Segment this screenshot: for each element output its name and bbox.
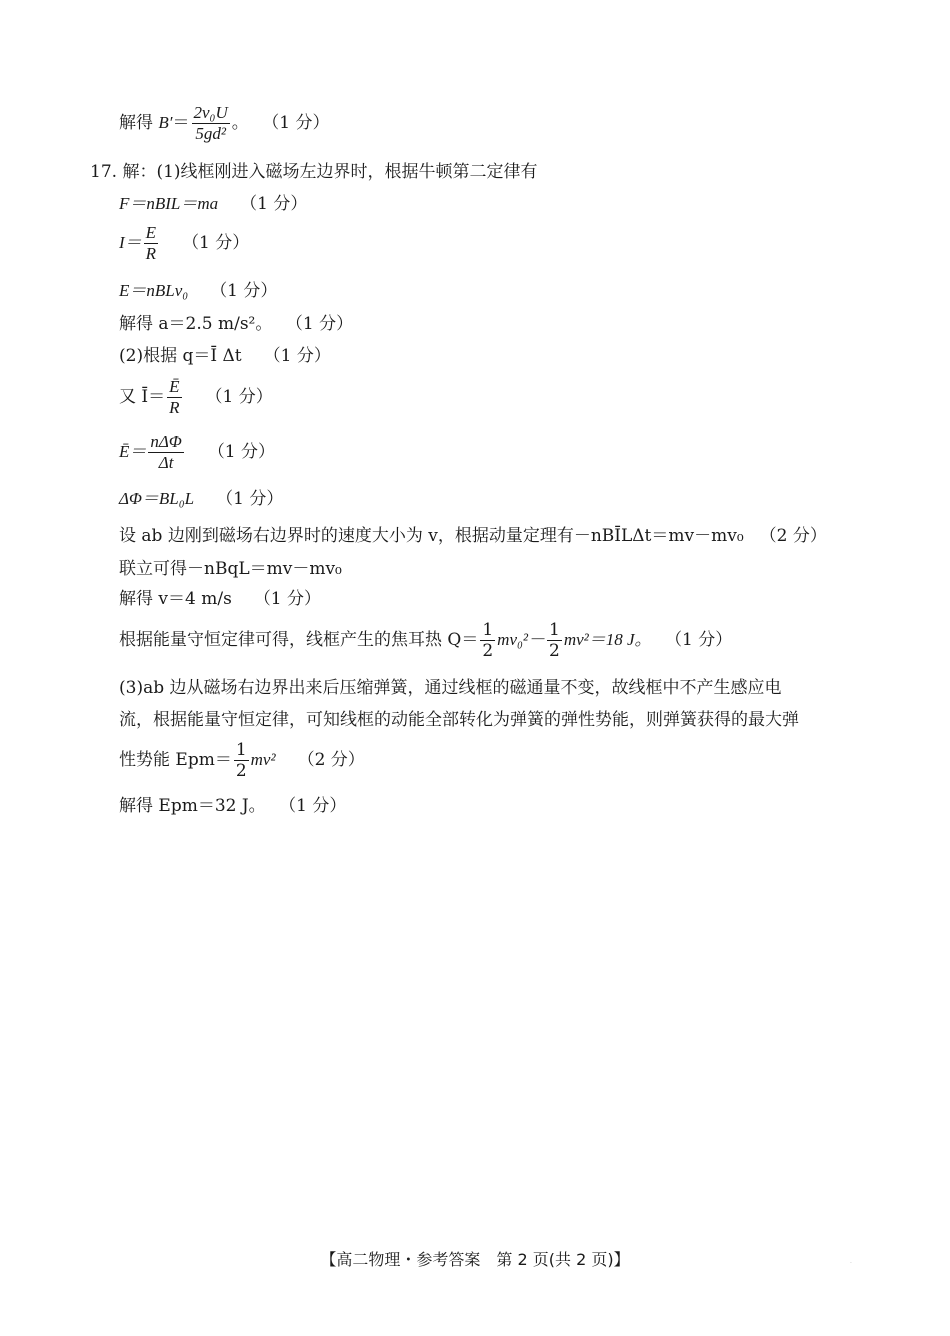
fraction-denominator: R — [145, 244, 157, 263]
answer-line: 流，根据能量守恒定律，可知线框的动能全部转化为弹簧的弹性势能，则弹簧获得的最大弹 — [119, 710, 799, 730]
page-footer: 【高二物理・参考答案 第 2 页(共 2 页)】 — [320, 1250, 630, 1269]
answer-line — [119, 740, 365, 781]
text: (2)根据 q＝Ī Δt — [119, 346, 242, 366]
answer-line — [119, 558, 342, 580]
answer-line: (3)ab 边从磁场右边界出来后压缩弹簧，通过线框的磁通量不变，故线框中不产生感应电 — [119, 678, 782, 698]
fraction-numerator: 2v₀U — [193, 103, 228, 122]
answer-line — [119, 345, 331, 367]
fraction-numerator: Ē — [169, 377, 180, 396]
text: 联立可得－nBqL＝mv－mv₀ — [119, 559, 342, 579]
text: 解得 a＝2.5 m/s²。 — [119, 314, 273, 334]
fraction-denominator: 2 — [549, 641, 560, 661]
fraction-denominator: Δt — [158, 453, 174, 472]
answer-line — [119, 193, 307, 215]
fraction — [148, 432, 183, 473]
fraction-denominator: 2 — [235, 761, 247, 781]
answer-line — [119, 432, 275, 473]
fraction — [192, 103, 230, 144]
fraction-numerator: E — [145, 223, 157, 242]
equation-lhs: I＝ — [119, 233, 142, 252]
score: （1 分） — [263, 346, 331, 366]
equation: mv₀²－ — [497, 630, 546, 649]
fraction-denominator: 2 — [482, 641, 494, 661]
equation: E＝nBLv₀ — [119, 281, 189, 300]
fraction — [167, 377, 181, 418]
score: （2 分） — [759, 526, 827, 546]
fraction-numerator: 1 — [235, 740, 247, 760]
question-17-heading: 17. 解：(1)线框刚进入磁场左边界时，根据牛顿第二定律有 — [90, 162, 538, 182]
equation-lhs: Ē＝ — [119, 442, 147, 461]
text: 性势能 Epm＝ — [119, 750, 232, 770]
answer-line — [119, 313, 353, 335]
answer-line — [119, 588, 321, 610]
score: （1 分） — [294, 314, 354, 334]
answer-line — [119, 525, 827, 547]
score: （1 分） — [253, 589, 322, 609]
score: （1 分） — [182, 233, 250, 253]
score: （1 分） — [207, 442, 276, 462]
score: （1 分） — [210, 281, 278, 301]
score: （1 分） — [287, 796, 347, 816]
fraction-denominator: R — [169, 398, 180, 417]
fraction — [480, 620, 495, 661]
answer-line-b-prime — [119, 103, 329, 144]
corner-mark: · — [850, 1260, 852, 1267]
text: 解得 — [119, 113, 159, 133]
answer-line — [119, 223, 249, 264]
fraction-numerator: 1 — [549, 620, 560, 640]
equation-lhs: 又 Ī＝ — [119, 387, 166, 407]
answer-line — [119, 280, 277, 302]
fraction-numerator: nΔΦ — [150, 432, 182, 451]
equals: ＝ — [172, 113, 190, 133]
text: 设 ab 边刚到磁场右边界时的速度大小为 v，根据动量定理有－nBĪLΔt＝mv－mv₀ — [119, 526, 744, 546]
text: 根据能量守恒定律可得，线框产生的焦耳热 Q＝ — [119, 630, 479, 650]
equation: F＝nBIL＝ma — [119, 194, 219, 213]
fraction — [547, 620, 562, 661]
score: （1 分） — [270, 113, 330, 133]
period: 。 — [231, 113, 249, 133]
fraction — [144, 223, 158, 264]
answer-line — [119, 488, 283, 510]
answer-line — [119, 795, 346, 817]
score: （1 分） — [240, 194, 308, 214]
score: （1 分） — [673, 630, 733, 650]
equation: mv² — [250, 750, 276, 769]
text: 解得 v＝4 m/s — [119, 589, 232, 609]
fraction-denominator: 5gd² — [195, 124, 226, 143]
answer-line — [119, 377, 273, 418]
score: （1 分） — [216, 489, 284, 509]
equation: ΔΦ＝BL₀L — [119, 489, 195, 508]
fraction-numerator: 1 — [482, 620, 494, 640]
score: （1 分） — [205, 387, 273, 407]
fraction — [234, 740, 249, 781]
math-var: B′ — [158, 113, 173, 132]
score: （2 分） — [297, 750, 365, 770]
equation: mv²＝18 J。 — [563, 630, 652, 649]
text: 解得 Epm＝32 J。 — [119, 796, 266, 816]
answer-line — [119, 620, 732, 661]
